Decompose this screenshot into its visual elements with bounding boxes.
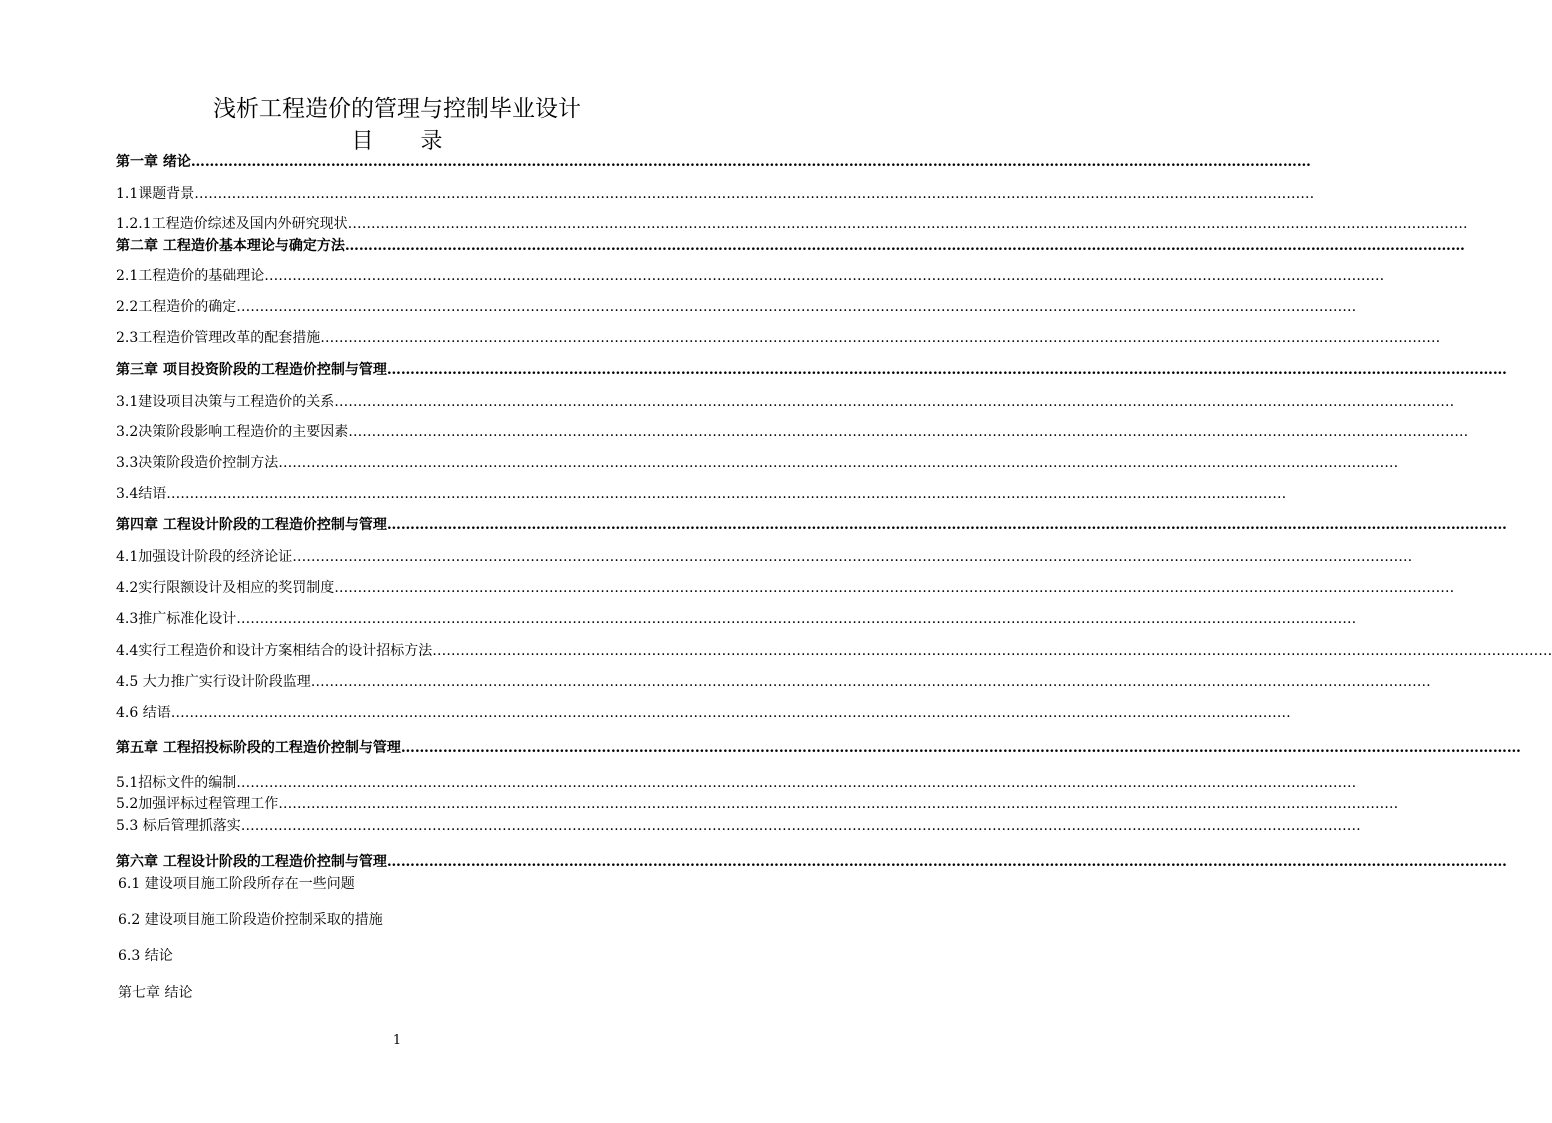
toc-entry[interactable]	[116, 297, 1357, 317]
toc-leader-dots: ……………………………………………………………………………………………………………………………………………………………………………………………………………………	[278, 455, 1399, 471]
toc-entry-text: 5.2加强评标过程管理工作	[116, 796, 279, 812]
toc-entry[interactable]	[116, 152, 1311, 172]
page-number: 1	[392, 1033, 402, 1048]
toc-entry-text: 3.2决策阶段影响工程造价的主要因素	[116, 424, 349, 440]
toc-entry[interactable]	[116, 794, 1399, 814]
toc-entry[interactable]	[116, 703, 1291, 723]
toc-entry[interactable]	[116, 422, 1469, 442]
toc-entry-text: 5.1招标文件的编制	[116, 775, 237, 791]
toc-entry[interactable]	[116, 392, 1455, 412]
toc-entry[interactable]	[116, 184, 1315, 204]
toc-leader-dots: ……………………………………………………………………………………………………………………………………………………………………………………………………………………	[292, 549, 1413, 565]
toc-leader-dots: ……………………………………………………………………………………………………………………………………………………………………………………………………………………	[236, 775, 1357, 791]
toc-entry-text: 3.3决策阶段造价控制方法	[116, 455, 279, 471]
toc-entry-text: 1.1课题背景	[116, 186, 195, 202]
toc-entry-text: 1.2.1工程造价综述及国内外研究现状	[116, 216, 348, 232]
toc-entry-text: 第一章 绪论	[116, 154, 191, 170]
toc-entry-text: 第五章 工程招投标阶段的工程造价控制与管理	[116, 740, 401, 756]
toc-leader-dots: ……………………………………………………………………………………………………………………………………………………………………………………………………………………	[348, 424, 1469, 440]
toc-entry[interactable]	[116, 484, 1287, 504]
document-title: 浅析工程造价的管理与控制毕业设计	[213, 96, 581, 122]
toc-plain-entry[interactable]: 6.1 建设项目施工阶段所存在一些问题	[118, 876, 355, 892]
toc-leader-dots: ……………………………………………………………………………………………………………………………………………………………………………………………………………………	[400, 740, 1521, 756]
toc-entry[interactable]	[116, 214, 1468, 234]
toc-leader-dots: ……………………………………………………………………………………………………………………………………………………………………………………………………………………	[236, 611, 1357, 627]
toc-leader-dots: ……………………………………………………………………………………………………………………………………………………………………………………………………………………	[190, 154, 1311, 170]
toc-entry[interactable]	[116, 453, 1399, 473]
toc-entry[interactable]	[116, 547, 1413, 567]
toc-leader-dots: ……………………………………………………………………………………………………………………………………………………………………………………………………………………	[170, 705, 1291, 721]
toc-entry[interactable]	[116, 738, 1521, 758]
toc-leader-dots: ……………………………………………………………………………………………………………………………………………………………………………………………………………………	[236, 299, 1357, 315]
toc-entry[interactable]	[116, 773, 1357, 793]
toc-entry-text: 4.3推广标准化设计	[116, 611, 237, 627]
toc-entry-text: 第四章 工程设计阶段的工程造价控制与管理	[116, 517, 387, 533]
toc-leader-dots: ……………………………………………………………………………………………………………………………………………………………………………………………………………………	[344, 238, 1465, 254]
toc-leader-dots: ……………………………………………………………………………………………………………………………………………………………………………………………………………………	[264, 268, 1385, 284]
toc-entry[interactable]	[116, 609, 1357, 629]
toc-leader-dots: ……………………………………………………………………………………………………………………………………………………………………………………………………………………	[334, 580, 1455, 596]
toc-entry[interactable]	[116, 816, 1361, 836]
toc-plain-entry[interactable]: 第七章 结论	[118, 985, 193, 1001]
toc-entry-text: 2.3工程造价管理改革的配套措施	[116, 330, 321, 346]
toc-leader-dots: ……………………………………………………………………………………………………………………………………………………………………………………………………………………	[432, 643, 1552, 659]
toc-entry-text: 4.6 结语	[116, 705, 171, 721]
toc-leader-dots: ……………………………………………………………………………………………………………………………………………………………………………………………………………………	[334, 394, 1455, 410]
toc-entry-text: 2.1工程造价的基础理论	[116, 268, 265, 284]
toc-entry-text: 4.4实行工程造价和设计方案相结合的设计招标方法	[116, 643, 433, 659]
toc-leader-dots: ……………………………………………………………………………………………………………………………………………………………………………………………………………………	[166, 486, 1287, 502]
toc-entry-text: 第三章 项目投资阶段的工程造价控制与管理	[116, 362, 387, 378]
toc-entry[interactable]	[116, 360, 1507, 380]
toc-entry-text: 第六章 工程设计阶段的工程造价控制与管理	[116, 854, 387, 870]
toc-entry[interactable]	[116, 266, 1385, 286]
toc-leader-dots: ……………………………………………………………………………………………………………………………………………………………………………………………………………………	[386, 854, 1507, 870]
toc-entry-text: 3.1建设项目决策与工程造价的关系	[116, 394, 335, 410]
toc-leader-dots: ……………………………………………………………………………………………………………………………………………………………………………………………………………………	[347, 216, 1468, 232]
toc-plain-entry[interactable]: 6.3 结论	[118, 948, 173, 964]
toc-entry[interactable]	[116, 852, 1507, 872]
toc-entry[interactable]	[116, 236, 1465, 256]
toc-entry-text: 4.2实行限额设计及相应的奖罚制度	[116, 580, 335, 596]
toc-entry[interactable]	[116, 578, 1455, 598]
toc-entry-text: 4.1加强设计阶段的经济论证	[116, 549, 293, 565]
toc-leader-dots: ……………………………………………………………………………………………………………………………………………………………………………………………………………………	[240, 818, 1361, 834]
toc-leader-dots: ……………………………………………………………………………………………………………………………………………………………………………………………………………………	[386, 362, 1507, 378]
toc-entry[interactable]	[116, 672, 1431, 692]
toc-leader-dots: ……………………………………………………………………………………………………………………………………………………………………………………………………………………	[320, 330, 1441, 346]
toc-leader-dots: ……………………………………………………………………………………………………………………………………………………………………………………………………………………	[310, 674, 1431, 690]
toc-entry-text: 2.2工程造价的确定	[116, 299, 237, 315]
toc-heading: 目 录	[351, 129, 463, 154]
toc-entry[interactable]	[116, 641, 1552, 661]
toc-leader-dots: ……………………………………………………………………………………………………………………………………………………………………………………………………………………	[278, 796, 1399, 812]
toc-entry[interactable]	[116, 515, 1507, 535]
toc-entry-text: 5.3 标后管理抓落实	[116, 818, 241, 834]
toc-entry-text: 4.5 大力推广实行设计阶段监理	[116, 674, 311, 690]
toc-plain-entry[interactable]: 6.2 建设项目施工阶段造价控制采取的措施	[118, 912, 383, 928]
toc-entry-text: 第二章 工程造价基本理论与确定方法	[116, 238, 345, 254]
toc-leader-dots: ……………………………………………………………………………………………………………………………………………………………………………………………………………………	[194, 186, 1315, 202]
toc-leader-dots: ……………………………………………………………………………………………………………………………………………………………………………………………………………………	[386, 517, 1507, 533]
toc-entry[interactable]	[116, 328, 1441, 348]
toc-entry-text: 3.4结语	[116, 486, 167, 502]
